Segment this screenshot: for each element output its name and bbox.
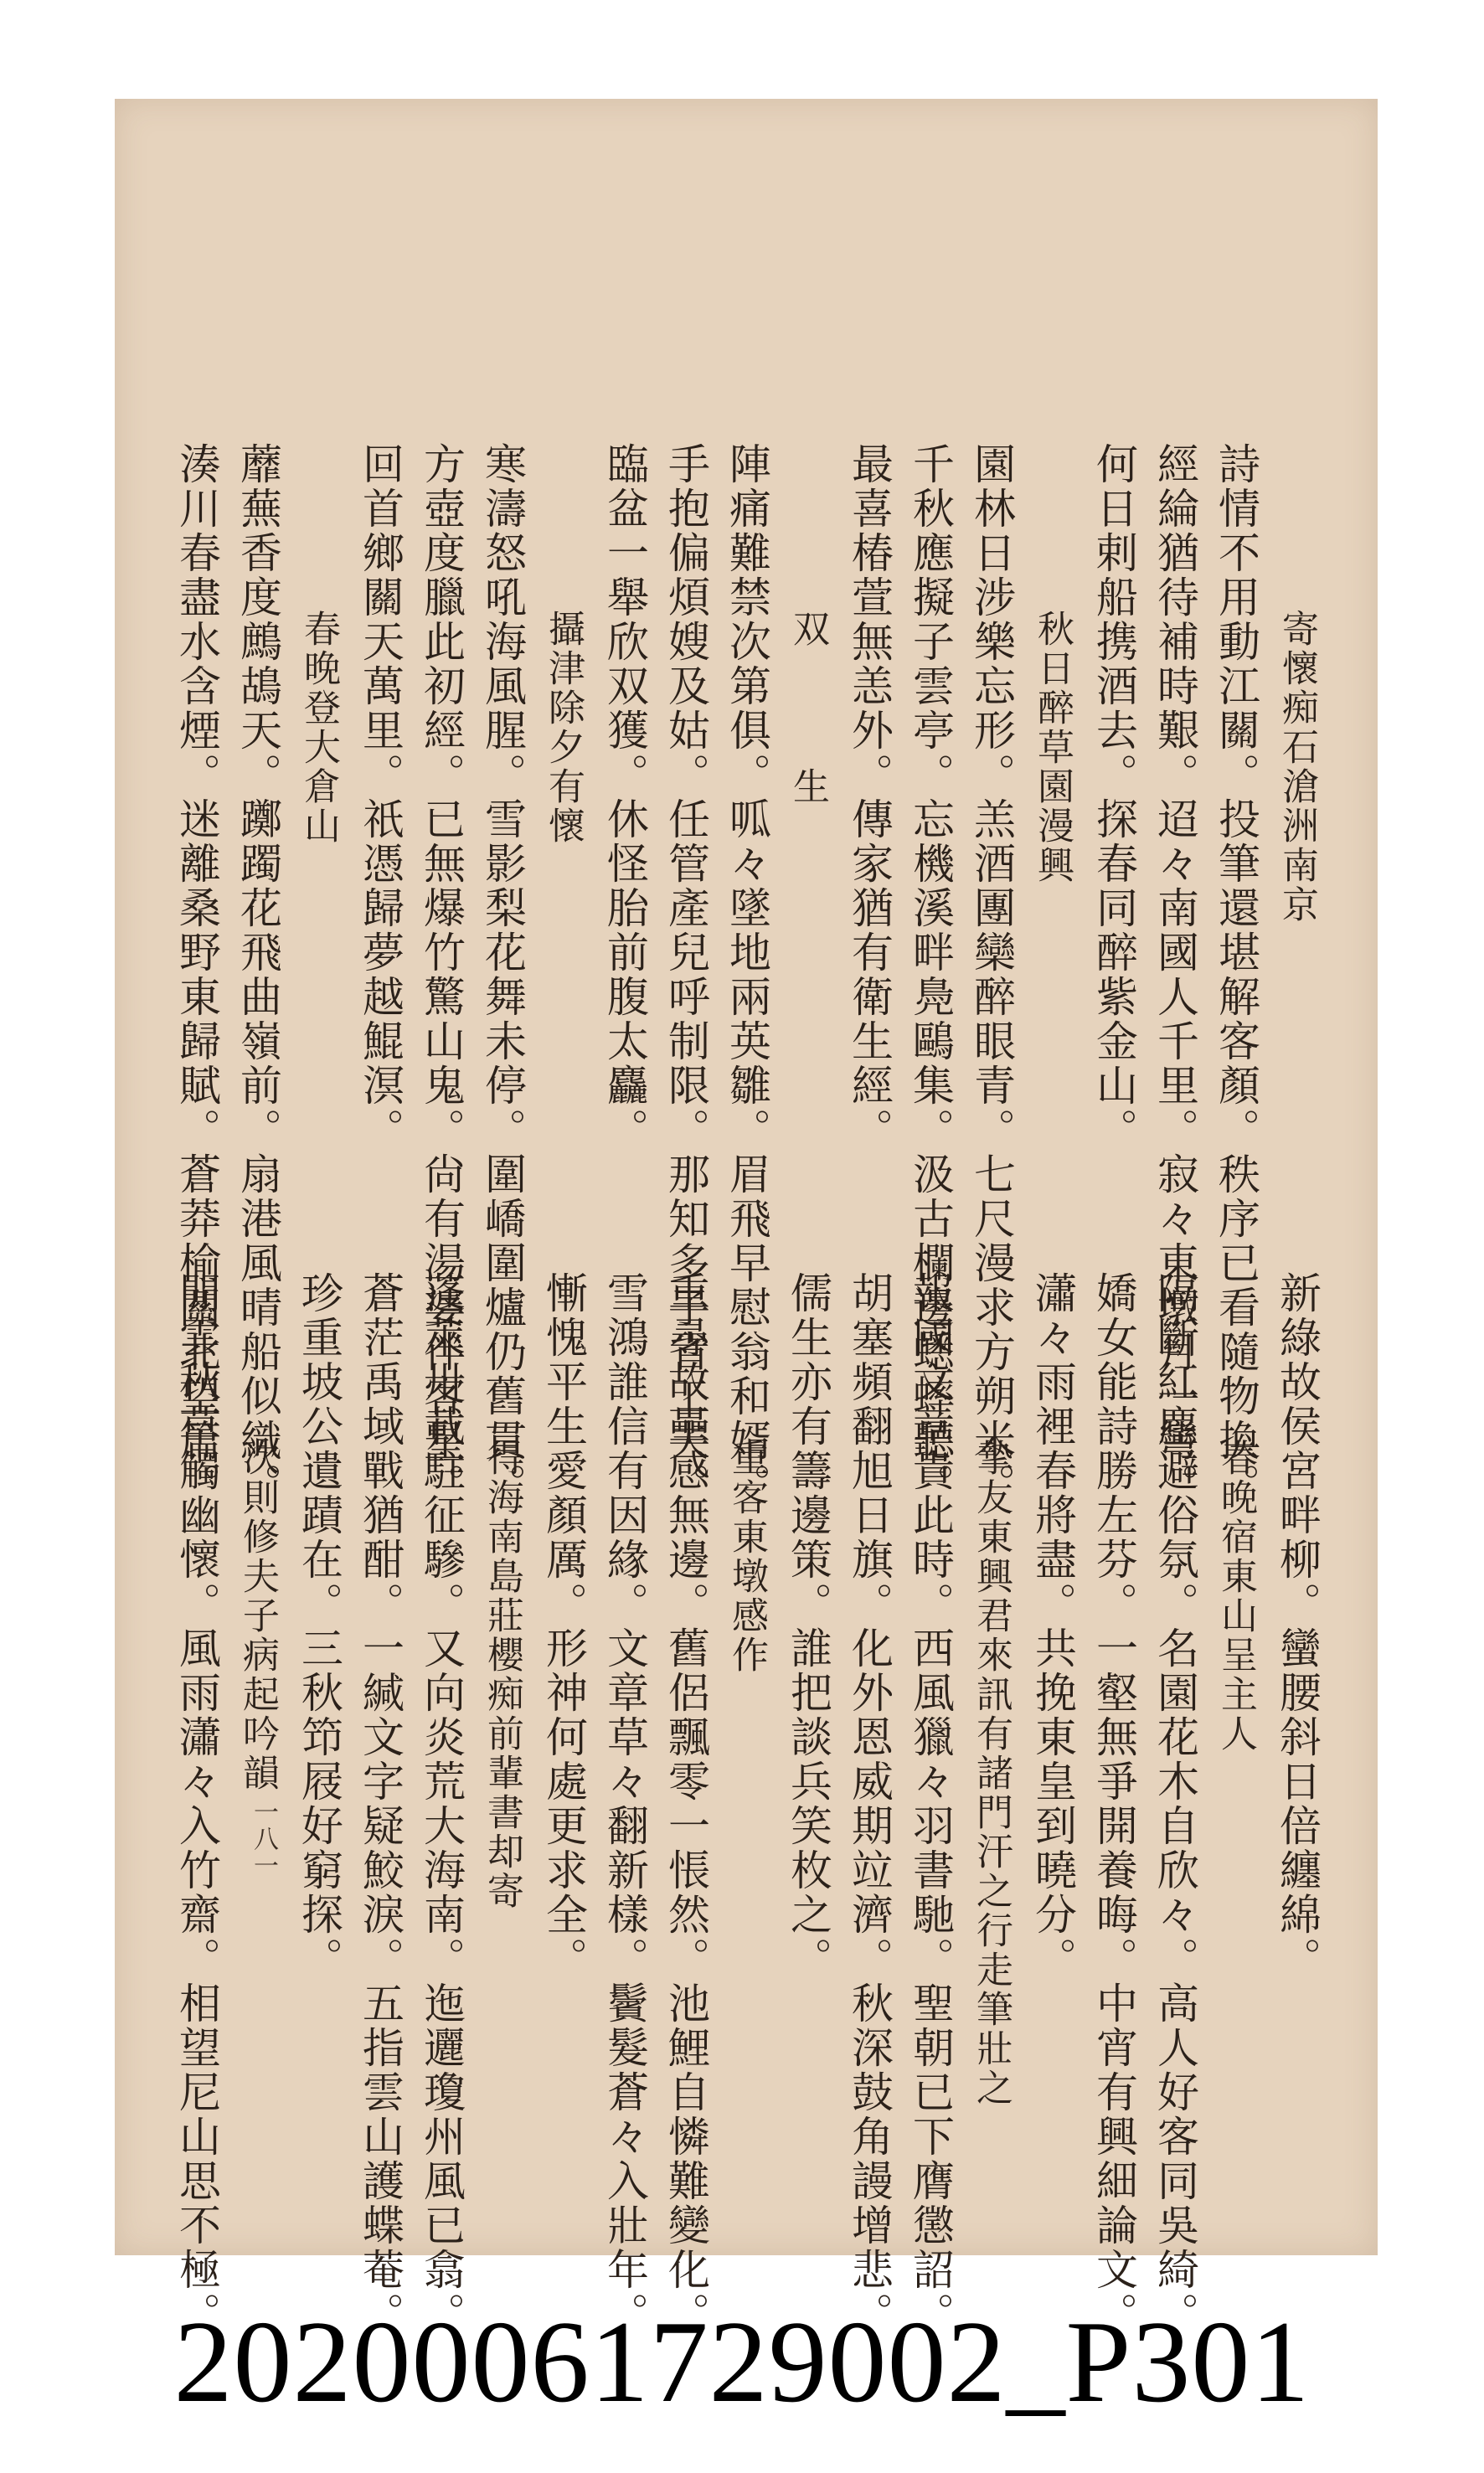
poem-title: 得海南島莊櫻痴前輩書却寄 — [481, 1439, 523, 1911]
poem-line: 臨盆一舉欣双獲。休怪胎前腹太麤。 — [600, 442, 649, 1152]
poem-line: 蓬萊卅載駐征驂。又向炎荒大海南。迤邐瓊州風已翕。 — [417, 1271, 466, 2336]
scanned-page — [115, 99, 1378, 2336]
upper-text-block — [166, 442, 1327, 1507]
poem-line: 蒼茫禹域戰猶酣。一緘文字疑鮫淚。五指雲山護蝶菴。 — [356, 1271, 404, 2336]
poem-title: 攝津除夕有懷 — [542, 610, 585, 846]
poem-line: 慚愧平生愛顏厲。形神何處更求全。 — [539, 1271, 588, 1981]
poem-title: 双 生 — [786, 610, 829, 806]
poem-title: 重客東墩感作 — [725, 1439, 768, 1675]
poem-line: 回首鄉關天萬里。祇憑歸夢越鯤溟。 — [356, 442, 404, 1152]
poem-line: 報國文章貴此時。西風獵々羽書馳。聖朝已下膺懲詔。 — [906, 1271, 955, 2336]
poem-title: 春晚登大倉山 — [297, 610, 340, 846]
poem-line: 手抱偏煩嫂及姑。任管產兒呼制限。那知多子省工夫。 — [662, 442, 710, 1507]
poem-line: 重尋故壘感無邊。舊侶飄零一悵然。池鯉自憐難變化。 — [662, 1271, 710, 2336]
poem-line: 湊川春盡水含煙。迷離桑野東歸賦。蒼莽榆關北望篇。 — [173, 442, 221, 1507]
poem-line: 何日剌船携酒去。探春同醉紫金山。 — [1090, 442, 1138, 1152]
poem-line: 詩情不用動江關。投筆還堪解客顏。秩序已看隨物換。 — [1212, 442, 1260, 1507]
poem-title: 春晚宿東山呈主人 — [1214, 1439, 1257, 1754]
lower-text-block — [166, 1271, 1327, 2336]
poem-line: 陣痛難禁次第俱。呱々墜地兩英雛。眉飛早慰翁和婿。 — [723, 442, 771, 1507]
poem-title: 寄懷痴石滄洲南京 — [1275, 610, 1318, 925]
poem-line: 園林日涉樂忘形。羔酒團欒醉眼青。七尺漫求方朔米。 — [967, 442, 1016, 1507]
poem-line: 胡塞頻翻旭日旗。化外恩威期竝濟。秋深鼓角謾增悲。 — [845, 1271, 894, 2336]
poem-line: 方壺度臘此初經。已無爆竹驚山鬼。尙有湯婆伴客星。 — [417, 442, 466, 1507]
poem-line: 儒生亦有籌邊策。誰把談兵笑枚之。 — [784, 1271, 832, 1981]
poem-line: 最喜椿萱無恙外。傳家猶有衛生經。 — [845, 442, 894, 1152]
poem-line: 新綠故侯宮畔柳。蠻腰斜日倍纏綿。 — [1273, 1271, 1322, 1981]
poem-title: 次則修夫子病起吟韻 — [236, 1439, 279, 1793]
poem-line: 隔斷紅塵避俗氛。名園花木自欣々。高人好客同吳綺。 — [1151, 1271, 1199, 2336]
image-code-label: 20200061729002_P301 — [173, 2297, 1311, 2427]
poem-title: 摯友東興君來訊有諸門汗之行走筆壯之 — [970, 1439, 1013, 2108]
poem-line: 經綸猶待補時艱。迢々南國人千里。寂々東墩月一彎。 — [1151, 442, 1199, 1507]
poem-line: 千秋應擬子雲亭。忘機溪畔鳧鷗集。汲古欄邊蟋蟀聽。 — [906, 442, 955, 1507]
poem-title: 秋日醉草園漫興 — [1031, 610, 1074, 885]
poem-line: 珍重坡公遺蹟在。三秋笻屐好窮探。 — [295, 1271, 343, 1981]
poem-line: 瀟々雨裡春將盡。共挽東皇到曉分。 — [1028, 1271, 1077, 1981]
page-number: 一八一 — [249, 1799, 278, 1879]
poem-line: 閒雲秋草觸幽懷。風雨瀟々入竹齋。相望尼山思不極。 — [173, 1271, 221, 2336]
poem-line: 嬌女能詩勝左芬。一壑無爭開養晦。中宵有興細論文。 — [1090, 1271, 1138, 2336]
poem-line: 寒濤怒吼海風腥。雪影梨花舞未停。圍嶠圍爐仍舊貫。 — [478, 442, 527, 1507]
poem-line: 雪鴻誰信有因緣。文章草々翻新樣。鬢髮蒼々入壯年。 — [600, 1271, 649, 2336]
poem-line: 蘼蕪香度鷓鴣天。躑躅花飛曲嶺前。扇港風晴船似織。 — [234, 442, 282, 1507]
